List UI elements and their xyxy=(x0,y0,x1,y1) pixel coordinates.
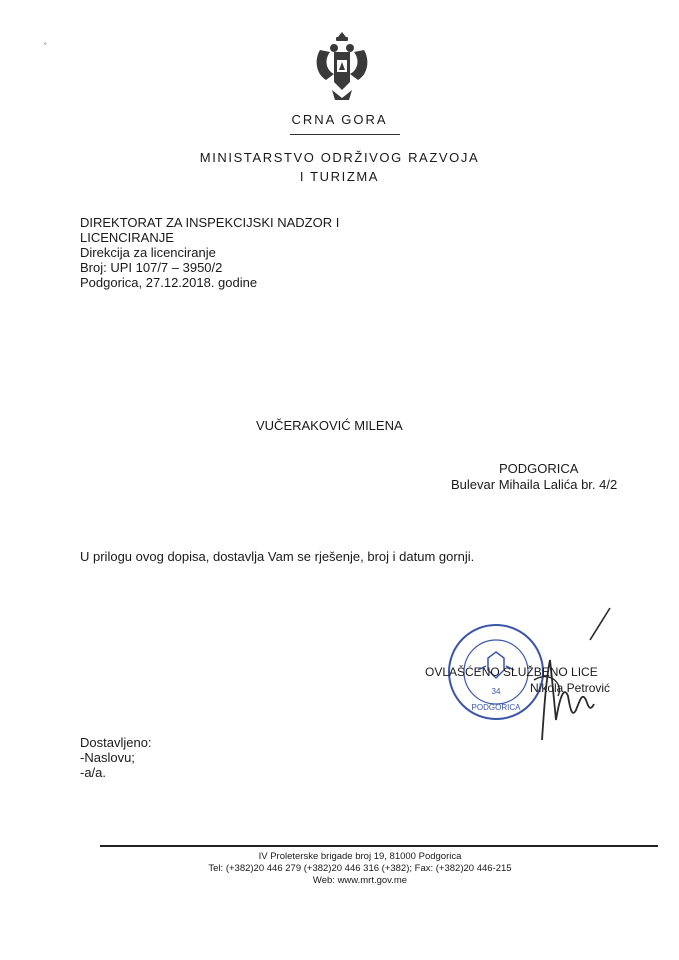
stamp-city: PODGORICA xyxy=(471,703,521,712)
recipient-city: PODGORICA xyxy=(499,461,579,476)
distribution-heading: Dostavljeno: xyxy=(80,735,152,750)
recipient-street: Bulevar Mihaila Lalića br. 4/2 xyxy=(451,477,618,492)
distribution-list xyxy=(80,735,152,780)
reference-number: Broj: UPI 107/7 – 3950/2 xyxy=(80,260,223,275)
country-name: CRNA GORA xyxy=(291,112,388,127)
distribution-item: -Naslovu; xyxy=(80,750,135,765)
stamp-number: 34 xyxy=(491,687,501,696)
footer-address: IV Proleterske brigade broj 19, 81000 Podgorica xyxy=(258,851,462,862)
footer xyxy=(140,851,580,887)
distribution-item: -a/a. xyxy=(80,765,107,780)
coat-of-arms-icon xyxy=(312,30,372,102)
scan-edge-mark: ˚ xyxy=(44,42,47,52)
signer-name: Nikola Petrović xyxy=(530,681,611,695)
signer-title: OVLAŠĆENO SLUŽBENO LICE xyxy=(425,665,598,679)
letter-body: U prilogu ovog dopisa, dostavlja Vam se rješenje, broj i datum gornji. xyxy=(80,549,475,564)
ministry-line-1: MINISTARSTVO ODRŽIVOG RAZVOJA xyxy=(199,150,480,165)
document-date: Podgorica, 27.12.2018. godine xyxy=(80,275,258,290)
sender-block xyxy=(80,215,400,290)
header-divider xyxy=(290,134,400,135)
sender-directorate-cont: LICENCIRANJE xyxy=(80,230,174,245)
recipient-name: VUČERAKOVIĆ MILENA xyxy=(256,418,403,433)
ministry-name xyxy=(0,148,679,186)
sender-department: Direkcija za licenciranje xyxy=(80,245,216,260)
footer-divider xyxy=(100,845,658,847)
footer-phone: Tel: (+382)20 446 279 (+382)20 446 316 (+382); Fax: (+382)20 446-215 xyxy=(208,863,512,874)
sender-directorate: DIREKTORAT ZA INSPEKCIJSKI NADZOR I xyxy=(80,215,340,230)
ministry-line-2: I TURIZMA xyxy=(299,169,380,184)
footer-web: Web: www.mrt.gov.me xyxy=(312,875,408,886)
